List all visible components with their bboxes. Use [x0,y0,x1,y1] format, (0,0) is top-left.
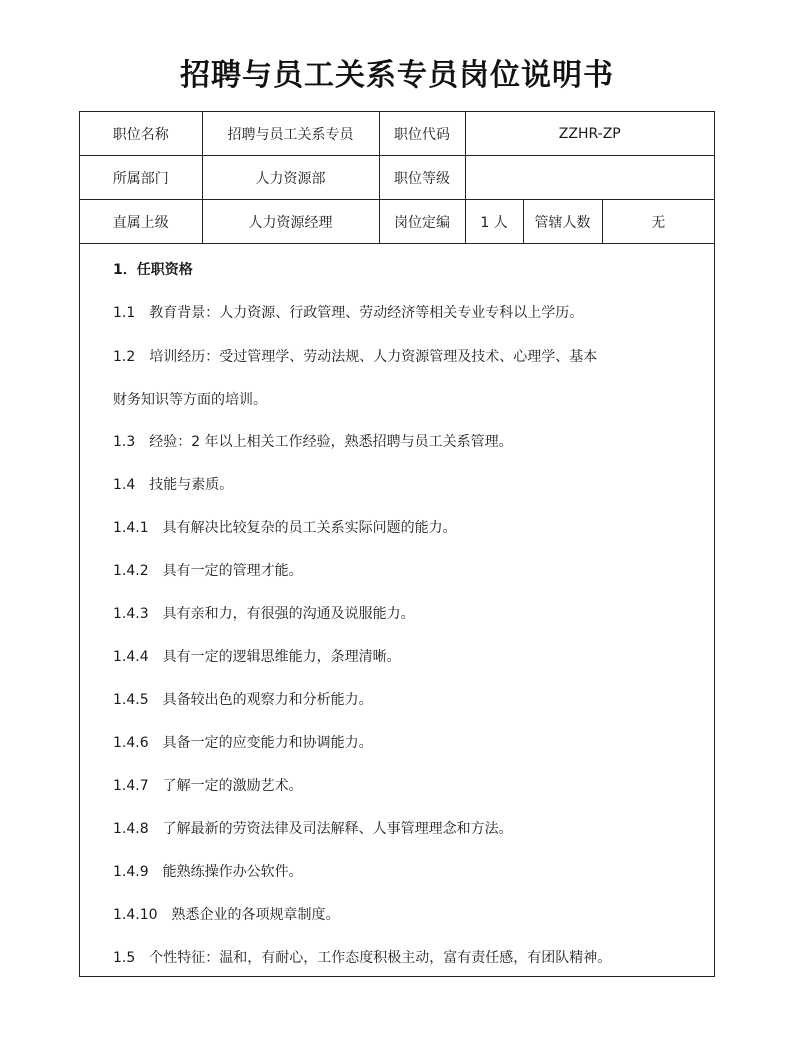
direct-superior-value: 人力资源经理 [202,200,379,244]
table-row [80,200,714,244]
list-item: 1.4.5 具备较出色的观察力和分析能力。 [113,692,373,708]
list-item: 1.4.7 了解一定的激励艺术。 [113,778,303,794]
job-info-table [80,112,714,244]
list-item: 1.4.1 具有解决比较复杂的员工关系实际问题的能力。 [113,520,457,536]
position-code-value: ZZHR-ZP [465,112,714,156]
list-item: 1.4.3 具有亲和力，有很强的沟通及说服能力。 [113,606,415,622]
headcount-value: 1 人 [465,200,523,244]
department-label: 所属部门 [80,156,202,200]
list-item: 1.4.2 具有一定的管理才能。 [113,563,303,579]
list-item: 1.4.4 具有一定的逻辑思维能力，条理清晰。 [113,649,401,665]
list-item: 1.2 培训经历：受过管理学、劳动法规、人力资源管理及技术、心理学、基本 [113,349,598,365]
list-item: 1.5 个性特征：温和，有耐心，工作态度积极主动，富有责任感，有团队精神。 [113,950,612,966]
job-description-frame [79,111,715,977]
list-item: 财务知识等方面的培训。 [113,392,267,408]
position-name-label: 职位名称 [80,112,202,156]
list-item: 1.4.9 能熟练操作办公软件。 [113,864,303,880]
position-level-value [465,156,714,200]
position-name-value: 招聘与员工关系专员 [202,112,379,156]
position-code-label: 职位代码 [379,112,465,156]
department-value: 人力资源部 [202,156,379,200]
list-item: 1.4.6 具备一定的应变能力和协调能力。 [113,735,373,751]
position-level-label: 职位等级 [379,156,465,200]
list-item: 1.4.8 了解最新的劳资法律及司法解释、人事管理理念和方法。 [113,821,513,837]
table-row [80,156,714,200]
list-item: 1.4.10 熟悉企业的各项规章制度。 [113,907,340,923]
subordinates-value: 无 [602,200,714,244]
page-title: 招聘与员工关系专员岗位说明书 [180,58,614,93]
subordinates-label: 管辖人数 [523,200,602,244]
headcount-label: 岗位定编 [379,200,465,244]
list-item: 1.1 教育背景：人力资源、行政管理、劳动经济等相关专业专科以上学历。 [113,305,584,321]
section-heading: 1．任职资格 [113,262,193,278]
table-row [80,112,714,156]
list-item: 1.4 技能与素质。 [113,477,234,493]
direct-superior-label: 直属上级 [80,200,202,244]
list-item: 1.3 经验：2 年以上相关工作经验，熟悉招聘与员工关系管理。 [113,434,513,450]
